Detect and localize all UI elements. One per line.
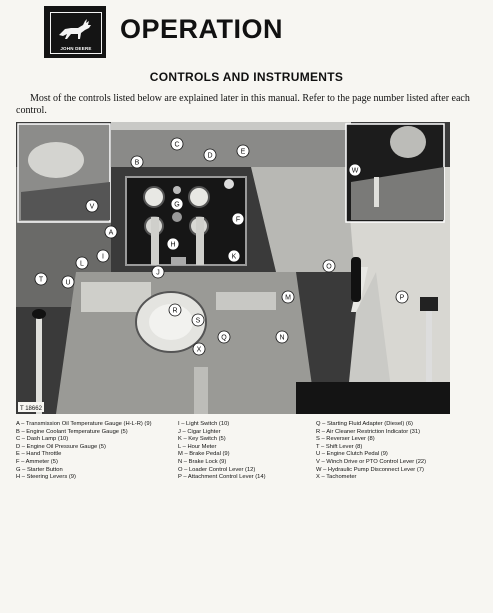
legend-item: E – Hand Throttle: [16, 451, 62, 458]
legend-item: S – Reverser Lever (8): [316, 436, 375, 443]
legend-column-2: [178, 421, 266, 482]
callout-j: [152, 266, 164, 278]
svg-text:W: W: [351, 167, 359, 175]
svg-text:L: L: [80, 260, 84, 268]
callout-u: [62, 276, 74, 288]
intro-paragraph: Most of the controls listed below are explained later in this manual. Refer to the page number listed after each control.: [16, 93, 470, 116]
svg-text:P: P: [399, 294, 405, 302]
legend-item: W – Hydraulic Pump Disconnect Lever (7): [316, 466, 424, 473]
svg-text:U: U: [65, 279, 71, 287]
svg-text:T: T: [38, 276, 44, 284]
svg-text:I: I: [102, 253, 104, 261]
svg-text:V: V: [89, 203, 95, 211]
callout-m: [282, 291, 294, 303]
svg-text:R: R: [172, 307, 178, 315]
callout-v: [86, 200, 98, 212]
callout-l: [76, 257, 88, 269]
callout-k: [228, 250, 240, 262]
svg-text:N: N: [279, 334, 285, 342]
legend-item: U – Engine Clutch Pedal (9): [316, 451, 388, 458]
svg-text:M: M: [285, 294, 291, 302]
legend-item: H – Steering Levers (9): [16, 474, 76, 481]
callout-b: [131, 156, 143, 168]
legend-item: A – Transmission Oil Temperature Gauge (H-L-R) (9): [16, 421, 152, 427]
svg-text:D: D: [207, 152, 213, 160]
legend-item: K – Key Switch (5): [178, 436, 226, 443]
legend-item: O – Loader Control Lever (12): [178, 466, 256, 473]
callout-c: [171, 138, 183, 150]
callout-q: [218, 331, 230, 343]
john-deere-logo: [44, 6, 106, 58]
legend-column-3: [316, 421, 426, 482]
legend-column-1: [16, 421, 152, 482]
callout-a: [105, 226, 117, 238]
svg-text:B: B: [134, 159, 140, 167]
legend-item: B – Engine Coolant Temperature Gauge (5): [16, 428, 128, 435]
legend-item: D – Engine Oil Pressure Gauge (5): [16, 443, 106, 450]
legend-item: J – Cigar Lighter: [178, 428, 221, 435]
legend-item: T – Shift Lever (8): [316, 443, 363, 450]
legend-item: C – Dash Lamp (10): [16, 436, 69, 443]
svg-text:X: X: [196, 346, 202, 354]
section-title: CONTROLS AND INSTRUMENTS: [149, 70, 344, 84]
callout-t: [35, 273, 47, 285]
page-title: OPERATION: [120, 14, 284, 44]
svg-text:G: G: [174, 201, 180, 209]
legend-item: R – Air Cleaner Restriction Indicator (31): [316, 428, 421, 435]
callout-n: [276, 331, 288, 343]
legend-item: X – Tachometer: [316, 474, 357, 481]
logo-text: JOHN DEERE: [60, 46, 92, 51]
legend-item: Q – Starting Fluid Adapter (Diesel) (6): [316, 421, 413, 427]
legend-item: I – Light Switch (10): [178, 421, 230, 427]
legend-item: V – Winch Drive or PTO Control Lever (22): [316, 458, 427, 465]
svg-text:S: S: [195, 317, 201, 325]
svg-text:Q: Q: [221, 334, 227, 342]
svg-text:E: E: [240, 148, 246, 156]
callout-f: [232, 213, 244, 225]
callout-i: [97, 250, 109, 262]
figure-id: T 18662: [20, 406, 42, 412]
callout-e: [237, 145, 249, 157]
legend-item: M – Brake Pedal (9): [178, 451, 230, 458]
controls-photo: [16, 122, 450, 414]
svg-text:K: K: [231, 253, 237, 261]
callout-g: [171, 198, 183, 210]
callout-x: [193, 343, 205, 355]
callout-o: [323, 260, 335, 272]
legend-item: G – Starter Button: [16, 466, 63, 473]
svg-text:C: C: [174, 141, 180, 149]
legend-item: F – Ammeter (5): [16, 458, 58, 465]
callout-r: [169, 304, 181, 316]
callout-p: [396, 291, 408, 303]
svg-text:O: O: [326, 263, 332, 271]
svg-text:H: H: [170, 241, 176, 249]
callout-h: [167, 238, 179, 250]
callout-w: [349, 164, 361, 176]
svg-text:F: F: [235, 216, 241, 224]
legend-item: L – Hour Meter: [178, 443, 217, 450]
callout-s: [192, 314, 204, 326]
callout-d: [204, 149, 216, 161]
svg-text:A: A: [108, 229, 114, 237]
legend-item: P – Attachment Control Lever (14): [178, 474, 266, 481]
deer-icon: [51, 13, 101, 45]
svg-text:J: J: [156, 269, 160, 277]
legend-item: N – Brake Lock (9): [178, 458, 227, 465]
